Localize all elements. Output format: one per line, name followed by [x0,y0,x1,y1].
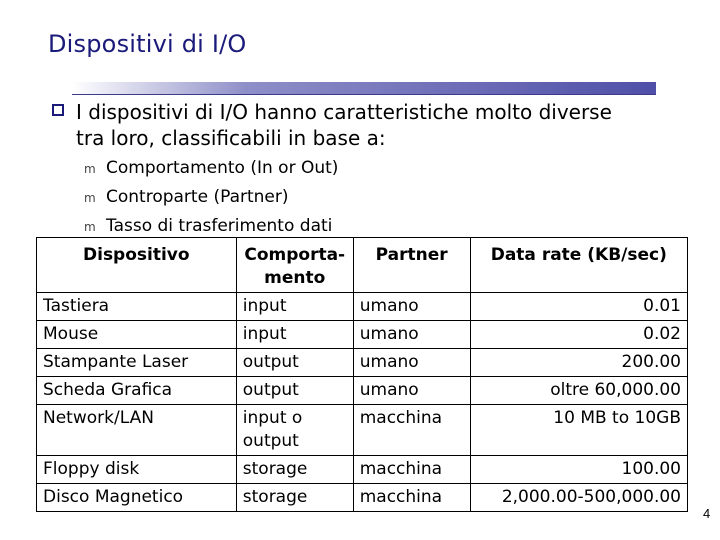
cell-partner: macchina [353,405,470,456]
sub-bullet-item [84,154,338,183]
header-partner: Partner [353,238,470,293]
cell-behavior: output [236,349,353,377]
sub-bullet-text: Controparte (Partner) [106,187,289,207]
cell-behavior: input [236,293,353,321]
sub-bullet-text: Comportamento (In or Out) [106,158,339,178]
sub-bullet-marker: m [84,162,96,176]
sub-bullet-item [84,183,338,212]
cell-data-rate: 200.00 [470,349,687,377]
cell-data-rate: 100.00 [470,456,687,484]
cell-behavior: input [236,321,353,349]
cell-data-rate: 0.01 [470,293,687,321]
cell-behavior: storage [236,484,353,512]
table-row [37,456,688,484]
cell-device: Disco Magnetico [37,484,237,512]
cell-partner: umano [353,349,470,377]
sub-bullet-marker: m [84,220,96,234]
cell-device: Tastiera [37,293,237,321]
cell-data-rate: 2,000.00-500,000.00 [470,484,687,512]
header-data-rate: Data rate (KB/sec) [470,238,687,293]
cell-device: Scheda Grafica [37,377,237,405]
sub-bullet-marker: m [84,191,96,205]
cell-device: Stampante Laser [37,349,237,377]
table-header-row [37,238,688,293]
table-row [37,405,688,456]
cell-partner: umano [353,293,470,321]
cell-behavior: input o output [236,405,353,456]
table-row [37,349,688,377]
table-row [37,321,688,349]
title-divider [72,82,656,95]
page-number: 4 [703,506,711,521]
sub-bullet-text: Tasso di trasferimento dati [106,216,333,236]
slide-title: Dispositivi di I/O [48,30,247,58]
cell-device: Floppy disk [37,456,237,484]
table-row [37,484,688,512]
io-devices-table [36,237,688,512]
table-row [37,293,688,321]
cell-partner: macchina [353,456,470,484]
header-comportamento-text: Comporta-mento [244,245,346,288]
header-dispositivo: Dispositivo [37,238,237,293]
table-row [37,377,688,405]
square-bullet-icon [52,104,64,116]
cell-data-rate: 10 MB to 10GB [470,405,687,456]
cell-data-rate: 0.02 [470,321,687,349]
cell-partner: macchina [353,484,470,512]
cell-device: Network/LAN [37,405,237,456]
cell-device: Mouse [37,321,237,349]
cell-behavior: output [236,377,353,405]
cell-behavior: storage [236,456,353,484]
cell-partner: umano [353,321,470,349]
cell-partner: umano [353,377,470,405]
sub-bullet-list [84,154,338,241]
main-bullet-text: I dispositivi di I/O hanno caratteristiche molto diverse tra loro, classificabili in base a: [76,100,612,150]
header-comportamento [236,238,353,293]
cell-data-rate: oltre 60,000.00 [470,377,687,405]
main-bullet [52,99,612,151]
